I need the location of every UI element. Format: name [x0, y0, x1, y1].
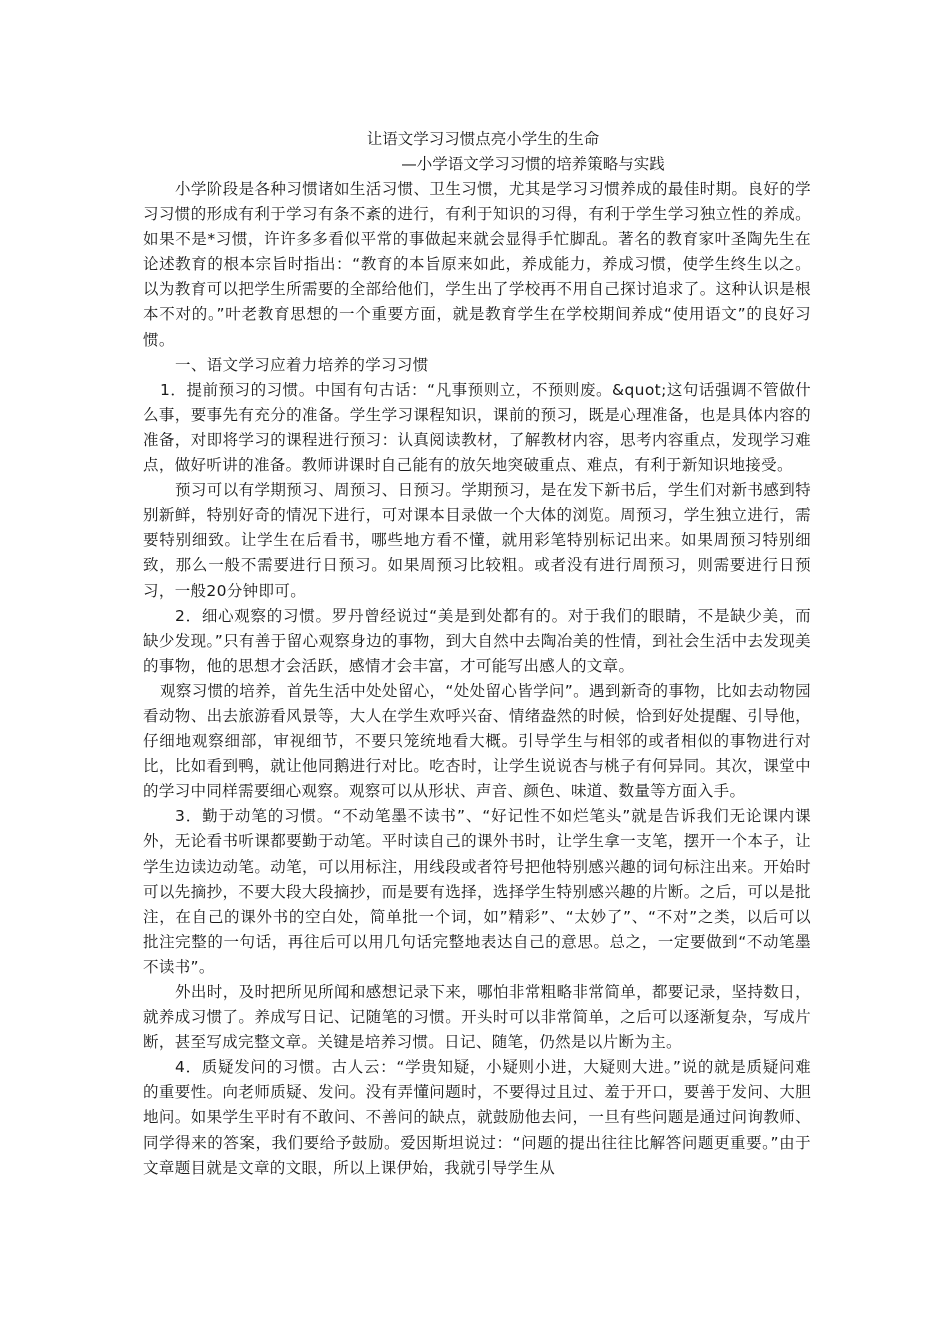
document-subtitle: —小学语文学习习惯的培养策略与实践 — [401, 155, 665, 173]
paragraph-intro: 小学阶段是各种习惯诸如生活习惯、卫生习惯，尤其是学习习惯养成的最佳时期。良好的学习习惯的形成有利于学习有条不紊的进行，有利于知识的习得，有利于学生学习独立性的养成。如果不是*习惯，许许多多看似平常的事做起来就会显得手忙脚乱。著名的教育家叶圣陶先生在论述教育的根本宗旨时指出：“教育的本旨原来如此，养成能力，养成习惯，使学生终生以之。以为教育可以把学生所需要的全部给他们，学生出了学校再不用自己探讨追求了。这种认识是根本不对的。”叶老教育思想的一个重要方面，就是教育学生在学校期间养成“使用语文”的良好习惯。 — [143, 180, 811, 349]
section-heading: 一、语文学习应着力培养的学习习惯 — [175, 355, 429, 374]
paragraph-questioning-habit: 4．质疑发问的习惯。古人云：“学贵知疑，小疑则小进，大疑则大进。”说的就是质疑问难的重要性。向老师质疑、发问。没有弄懂问题时，不要得过且过、羞于开口，要善于发问、大胆地问。如果学生平时有不敢问、不善问的缺点，就鼓励他去问，一旦有些问题是通过问询教师、同学得来的答案，我们要给予鼓励。爱因斯坦说过：“问题的提出往往比解答问题更重要。”由于文章题目就是文章的文眼，所以上课伊始，我就引导学生从 — [143, 1058, 811, 1177]
document-title: 让语文学习习惯点亮小学生的生命 — [366, 130, 600, 148]
paragraph-writing-habit: 3．勤于动笔的习惯。“不动笔墨不读书”、“好记性不如烂笔头”就是告诉我们无论课内课外，无论看书听课都要勤于动笔。平时读自己的课外书时，让学生拿一支笔，摆开一个本子，让学生边读边动笔。动笔，可以用标注，用线段或者符号把他特别感兴趣的词句标注出来。开始时可以先摘抄，不要大段大段摘抄，而是要有选择，选择学生特别感兴趣的片断。之后，可以是批注，在自己的课外书的空白处，简单批一个词，如”精彩”、“太妙了”、“不对”之类，以后可以批注完整的一句话，再往后可以用几句话完整地表达自己的意思。总之，一定要做到“不动笔墨不读书”。 — [143, 807, 811, 976]
paragraph-observation-habit: 2．细心观察的习惯。罗丹曾经说过“美是到处都有的。对于我们的眼睛，不是缺少美，而缺少发现。”只有善于留心观察身边的事物，到大自然中去陶冶美的性情，到社会生活中去发现美的事物，他的思想才会活跃，感情才会丰富，才可能写出感人的文章。 — [143, 606, 811, 675]
paragraph-journaling: 外出时，及时把所见所闻和感想记录下来，哪怕非常粗略非常简单，都要记录，坚持数日，就养成习惯了。养成写日记、记随笔的习惯。开头时可以非常简单，之后可以逐渐复杂，写成片断，甚至写成完整文章。关键是培养习惯。日记、随笔，仍然是以片断为主。 — [143, 983, 811, 1052]
paragraph-observation-training: 观察习惯的培养，首先生活中处处留心，“处处留心皆学问”。遇到新奇的事物，比如去动物园看动物、出去旅游看风景等，大人在学生欢呼兴奋、情绪盎然的时候，恰到好处提醒、引导他，仔细地观察细部，审视细节，不要只笼统地看大概。引导学生与相邻的或者相似的事物进行对比，比如看到鸭，就让他同鹅进行对比。吃杏时，让学生说说杏与桃子有何异同。其次，课堂中的学习中同样需要细心观察。观察可以从形状、声音、颜色、味道、数量等方面入手。 — [143, 681, 811, 801]
paragraph-preview-types: 预习可以有学期预习、周预习、日预习。学期预习，是在发下新书后，学生们对新书感到特别新鲜，特别好奇的情况下进行，可对课本目录做一个大体的浏览。周预习，学生独立进行，需要特别细致。让学生在后看书，哪些地方看不懂，就用彩笔特别标记出来。如果周预习特别细致，那么一般不需要进行日预习。如果周预习比较粗。或者没有进行周预习，则需要进行日预习，一般20分钟即可。 — [143, 481, 811, 600]
document-body — [143, 177, 811, 1181]
paragraph-preview-habit: 1．提前预习的习惯。中国有句古话：“凡事预则立，不预则废。&quot;这句话强调不管做什么事，要事先有充分的准备。学生学习课程知识，课前的预习，既是心理准备，也是具体内容的准备，对即将学习的课程进行预习：认真阅读教材，了解教材内容，思考内容重点，发现学习难点，做好听讲的准备。教师讲课时自己能有的放矢地突破重点、难点，有利于新知识地接受。 — [143, 380, 811, 475]
